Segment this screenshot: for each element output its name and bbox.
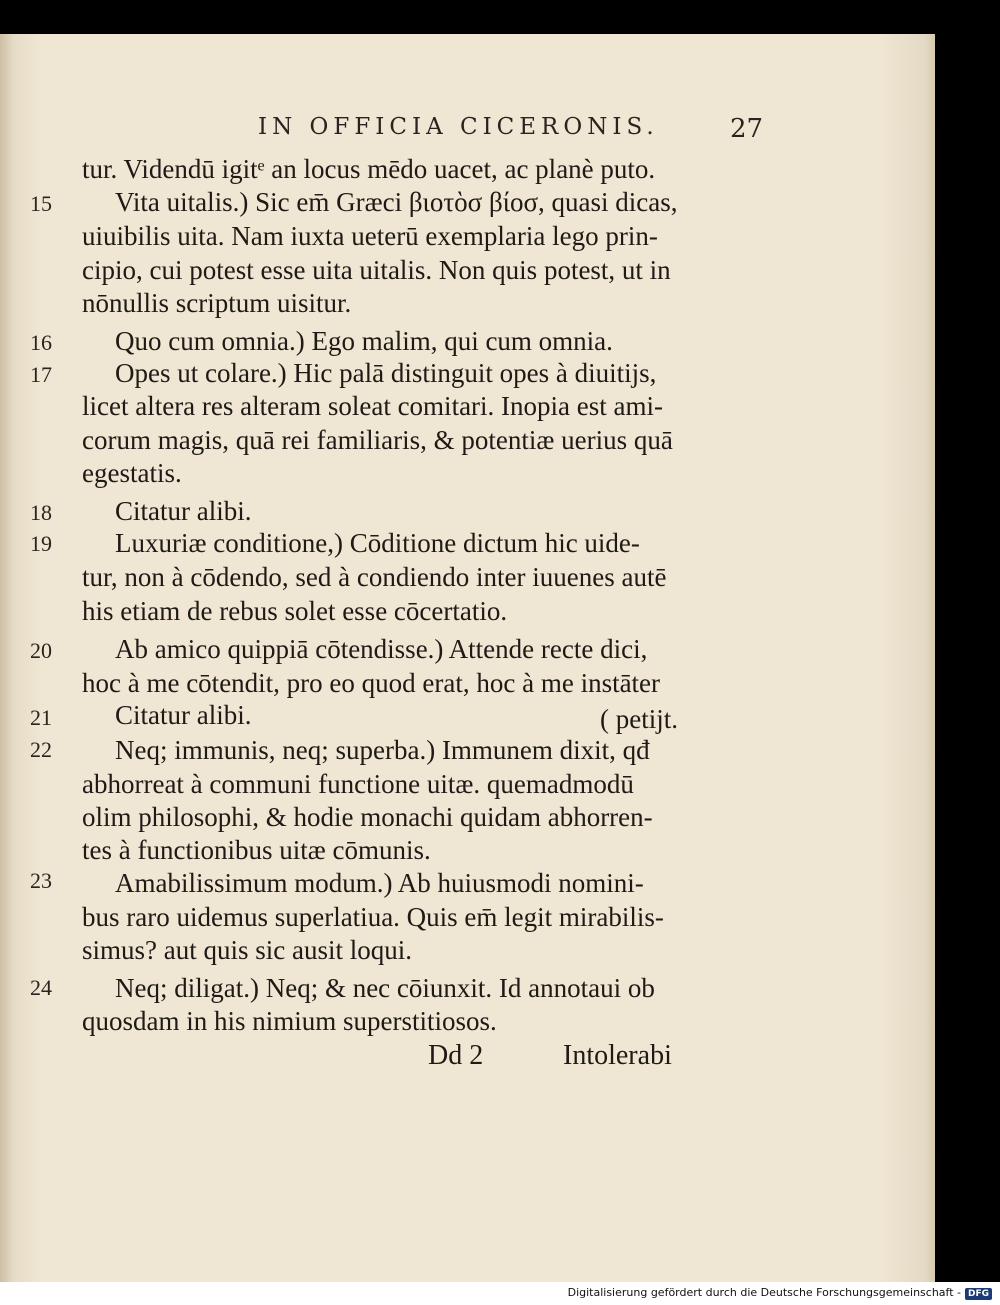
margin-number: 15 <box>30 191 52 216</box>
text-line: Quo cum omnia.) Ego malim, qui cum omnia. <box>115 326 613 356</box>
text-line: Neq; immunis, neq; superba.) Immunem dixit, qđ <box>115 735 650 765</box>
dfg-logo: DFG <box>965 1288 992 1300</box>
book-page <box>0 34 935 1282</box>
text-line: Vita uitalis.) Sic em̄ Græci βιοτὸσ βίοσ, quasi dicas, <box>115 187 678 217</box>
text-line: bus raro uidemus superlatiua. Quis em̄ legit mirabilis- <box>82 902 664 932</box>
text-line: egestatis. <box>82 458 182 488</box>
text-line: abhorreat à communi functione uitæ. quemadmodū <box>82 769 634 799</box>
credit-bar <box>0 1282 1000 1305</box>
text-line: olim philosophi, & hodie monachi quidam abhorren- <box>82 802 653 832</box>
margin-number: 20 <box>30 638 52 663</box>
margin-number: 18 <box>30 500 52 525</box>
credit-text <box>568 1286 992 1300</box>
catchword: Intolerabi <box>563 1040 672 1071</box>
folio-number: 27 <box>730 114 764 144</box>
text-line: Neq; diligat.) Neq; & nec cōiunxit. Id annotaui ob <box>115 973 655 1003</box>
margin-number: 19 <box>30 531 52 556</box>
text-line: Ab amico quippiā cōtendisse.) Attende recte dici, <box>115 634 648 664</box>
text-line: hoc à me cōtendit, pro eo quod erat, hoc à me instāter <box>82 668 661 698</box>
text-line: tes à functionibus uitæ cōmunis. <box>82 835 431 865</box>
credit-label: Digitalisierung gefördert durch die Deutsche Forschungsgemeinschaft - <box>567 1286 961 1299</box>
signature-mark: Dd 2 <box>428 1040 484 1071</box>
text-line: Citatur alibi. <box>115 700 252 730</box>
text-line: Citatur alibi. <box>115 496 252 526</box>
text-line: corum magis, quā rei familiaris, & potentiæ uerius quā <box>82 425 673 455</box>
text-line: Opes ut colare.) Hic palā distinguit opes à diuitijs, <box>115 358 657 388</box>
text-line: Amabilissimum modum.) Ab huiusmodi nomini- <box>115 868 644 898</box>
margin-number: 23 <box>30 868 52 893</box>
text-line: cipio, cui potest esse uita uitalis. Non quis potest, ut in <box>82 255 671 285</box>
text-line: tur. Videndū igitᵉ an locus mēdo uacet, ac planè puto. <box>82 154 656 184</box>
margin-number: 21 <box>30 705 52 730</box>
margin-number: 22 <box>30 737 52 762</box>
text-line: tur, non à cōdendo, sed à condiendo inter iuuenes autē <box>82 562 667 592</box>
text-line: simus? aut quis sic ausit loqui. <box>82 935 412 965</box>
text-line: Luxuriæ conditione,) Cōditione dictum hic uide- <box>115 528 640 558</box>
text-line: nōnullis scriptum uisitur. <box>82 288 352 318</box>
text-line: uiuibilis uita. Nam iuxta ueterū exemplaria lego prin- <box>82 221 658 251</box>
running-head: IN OFFICIA CICERONIS. <box>258 114 659 140</box>
text-line: his etiam de rebus solet esse cōcertatio. <box>82 596 508 626</box>
text-line: quosdam in his nimium superstitiosos. <box>82 1006 497 1036</box>
text-line: licet altera res alteram soleat comitari. Inopia est ami- <box>82 391 663 421</box>
margin-number: 16 <box>30 330 52 355</box>
margin-number: 17 <box>30 362 52 387</box>
margin-number: 24 <box>30 975 52 1000</box>
text-line: ( petijt. <box>600 704 678 734</box>
